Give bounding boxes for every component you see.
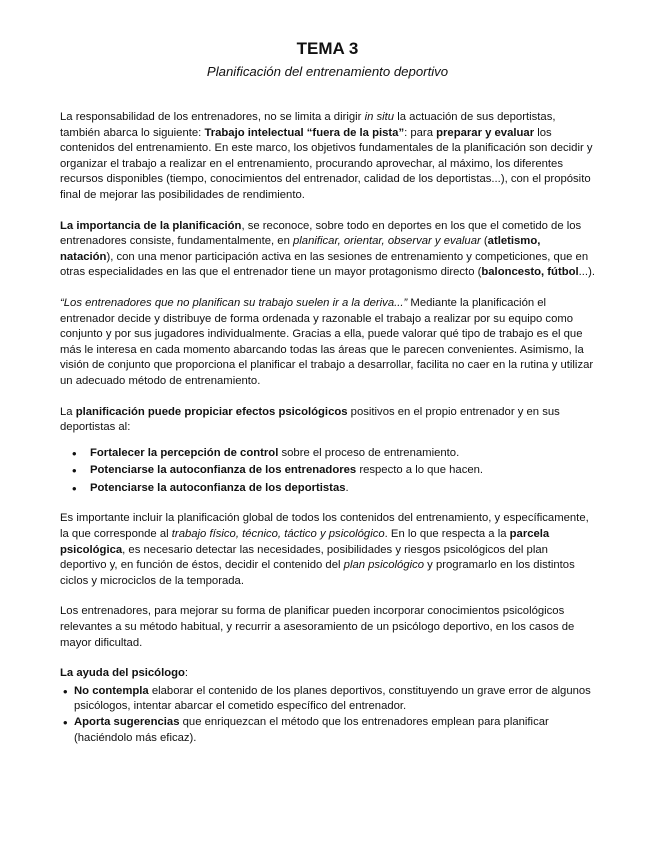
paragraph-conocimientos: Los entrenadores, para mejorar su forma de planificar pueden incorporar conocimientos psicológicos relevantes a su método habitual, y recurrir a asesoramiento de un psicólogo deportivo, en los casos de mayor dificultad. (60, 605, 575, 649)
paragraph-planificacion-global: Es importante incluir la planificación global de todos los contenidos del entrenamiento, y específicamente, la que corresponde al trabajo físico, técnico, táctico y psicológico. En lo que respecta a la parcela psicológica, es necesario detectar las necesidades, posibilidades y riesgos psicológicos del plan deportivo y, en función de éstos, decidir el contenido del plan psicológico y programarlo en los distintos ciclos y microciclos de la temporada. (60, 512, 589, 587)
paragraph-responsabilidad: La responsabilidad de los entrenadores, no se limita a dirigir in situ la actuación de sus deportistas, también abarca lo siguiente: Trabajo intelectual “fuera de la pista”: para preparar y evaluar los contenidos del entrenamiento. En este marco, los objetivos fundamentales de la planificación son decidir y organizar el trabajo a realizar en el entrenamiento, procurando aprovechar, al máximo, los diferentes recursos disponibles (tiempo, conocimientos del entrenador, calidad de los deportistas...), con el propósito final de mejorar las posibilidades de rendimiento. (60, 111, 593, 201)
list-item: • No contempla elaborar el contenido de los planes deportivos, constituyendo un grave error de algunos psicólogos, intentar abarcar el cometido específico del entrenador. (60, 684, 595, 715)
list-item: • Potenciarse la autoconfianza de los entrenadores respecto a lo que hacen. (60, 463, 595, 479)
page-title: TEMA 3 (296, 39, 359, 58)
list-item: • Aporta sugerencias que enriquezcan el método que los entrenadores emplean para planificar (haciéndolo más eficaz). (60, 715, 595, 746)
paragraph-efectos: La planificación puede propiciar efectos psicológicos positivos en el propio entrenador y en sus deportistas al: (60, 405, 560, 434)
list-item: • Potenciarse la autoconfianza de los deportistas. (60, 481, 595, 497)
page-subtitle: Planificación del entrenamiento deportivo (206, 64, 449, 79)
effects-list (60, 446, 595, 497)
list-item: • Fortalecer la percepción de control sobre el proceso de entrenamiento. (60, 446, 595, 462)
paragraph-importancia: La importancia de la planificación, se reconoce, sobre todo en deportes en los que el cometido de los entrenadores consiste, fundamentalmente, en planificar, orientar, observar y evaluar (atletismo, natación), con una menor participación activa en las sesiones de entrenamiento y competiciones, que en otras especialidades en las que el entrenador tiene un mayor protagonismo directo (baloncesto, fútbol...). (60, 219, 595, 279)
help-list (60, 684, 595, 746)
paragraph-deriva: “Los entrenadores que no planifican su trabajo suelen ir a la deriva...” Mediante la planificación el entrenador decide y distribuye de forma ordenada y razonable el trabajo a realizar por su equipo como conjunto y por sus jugadores individualmente. Gracias a ella, puede valorar qué tipo de trabajo es el que más le interesa en cada momento abarcando todas las áreas que le parecen convenientes. Asimismo, la visión de conjunto que proporciona el planificar el trabajo a desarrollar, facilita no caer en la rutina y utilizar un adecuado método de entrenamiento. (60, 296, 594, 387)
help-heading: La ayuda del psicólogo: (60, 667, 189, 680)
